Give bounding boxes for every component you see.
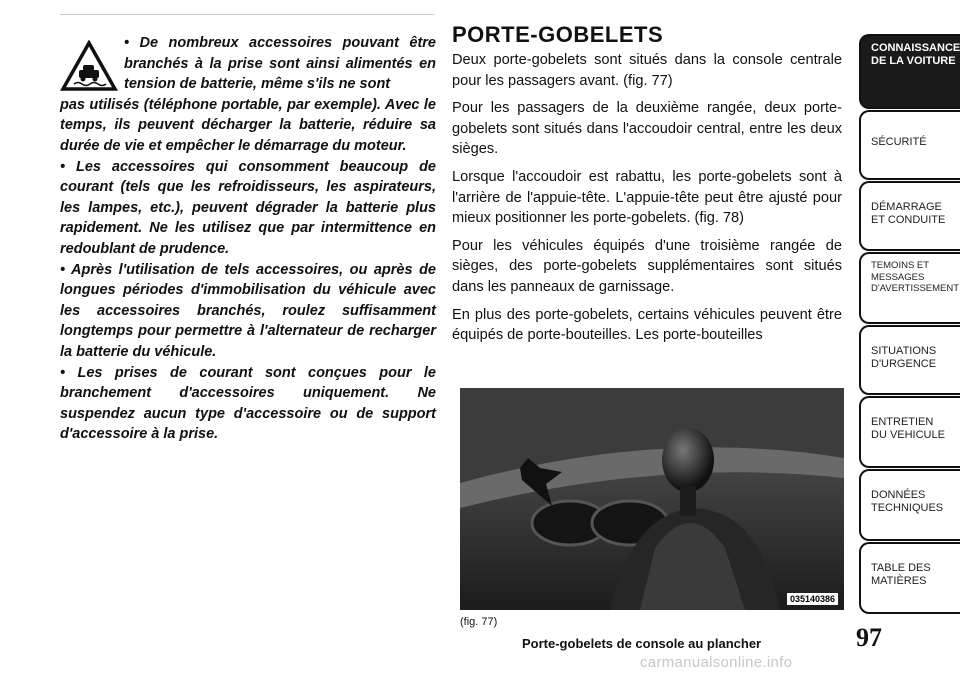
- warning-bullet-1-rest: pas utilisés (téléphone portable, par exemple). Avec le temps, ils peuvent décharger la batterie, réduire sa durée de vie et empêcher le démarrage du moteur.: [60, 96, 436, 154]
- tab-label: SITUATIONS D'URGENCE: [871, 345, 937, 370]
- tab-label: CONNAISSANCE DE LA VOITURE: [871, 42, 960, 67]
- warning-block: [60, 33, 436, 445]
- section-title: PORTE-GOBELETS: [452, 22, 664, 47]
- watermark: carmanualsonline.info: [640, 654, 793, 671]
- tab-connaissance[interactable]: [859, 34, 960, 109]
- tab-demarrage[interactable]: [859, 181, 960, 251]
- header-rule: [60, 14, 434, 15]
- page-number: 97: [856, 623, 882, 652]
- tab-securite[interactable]: [859, 110, 960, 180]
- console-cupholder-photo: [460, 388, 844, 610]
- warning-bullet-4: • Les prises de courant sont conçues pour le branchement d'accessoires uniquement. Ne suspendez aucun type d'accessoire ou de support d'accessoire à la prise.: [60, 364, 436, 443]
- section-paragraph: Pour les passagers de la deuxième rangée, deux porte-gobelets sont situés dans l'accoudoir central, entre les deux sièges.: [452, 100, 842, 158]
- tab-label: DÉMARRAGE ET CONDUITE: [871, 201, 946, 226]
- cupholder-section: [452, 22, 842, 353]
- section-paragraph: En plus des porte-gobelets, certains véhicules peuvent être équipés de porte-bouteilles. Les porte-bouteilles: [452, 306, 842, 344]
- warning-bullet-1: [60, 33, 436, 157]
- tab-label: TABLE DES MATIÈRES: [871, 562, 931, 587]
- warning-bullet-3: • Après l'utilisation de tels accessoires, ou après de longues périodes d'immobilisation du véhicule avec les accessoires branchés, roulez suffisamment longtemps pour permettre à l'alternateur de recharger la batterie du véhicule.: [60, 261, 436, 360]
- tab-temoins[interactable]: [859, 252, 960, 324]
- tab-label: ENTRETIEN DU VEHICULE: [871, 416, 945, 441]
- tab-table[interactable]: [859, 542, 960, 614]
- tab-label: DONNÉES TECHNIQUES: [871, 489, 944, 514]
- tab-label: SÉCURITÉ: [871, 136, 927, 148]
- tab-label: TEMOINS ET MESSAGES D'AVERTISSEMENT: [871, 260, 960, 294]
- tab-entretien[interactable]: [859, 396, 960, 468]
- section-paragraph: Deux porte-gobelets sont situés dans la console centrale pour les passagers avant. (fig. 77): [452, 52, 842, 89]
- figure-caption: Porte-gobelets de console au plancher: [522, 636, 762, 651]
- section-paragraph: Lorsque l'accoudoir est rabattu, les porte-gobelets sont à l'arrière de l'appuie-tête. L'appuie-tête peut être ajusté pour mieux positionner les porte-gobelets. (fig. 78): [452, 168, 842, 227]
- warning-bullet-2: • Les accessoires qui consomment beaucoup de courant (tels que les refroidisseurs, les aspirateurs, les lampes, etc.), peuvent dégrader la batterie plus rapidement. Ne les utilisez que par intermittence en redoublant de prudence.: [60, 158, 436, 257]
- warning-bullet-1-first: • De nombreux accessoires pouvant être branchés à la prise sont ainsi alimentés en tension de batterie, même s'ils ne sont: [124, 35, 436, 93]
- figure-label: (fig. 77): [460, 616, 498, 628]
- tab-situations[interactable]: [859, 325, 960, 395]
- tab-donnees[interactable]: [859, 469, 960, 541]
- figure-code: 035140386: [787, 593, 838, 605]
- section-paragraph: Pour les véhicules équipés d'une troisième rangée de sièges, des porte-gobelets supplémentaires sont situés dans les panneaux de garnissage.: [452, 237, 842, 295]
